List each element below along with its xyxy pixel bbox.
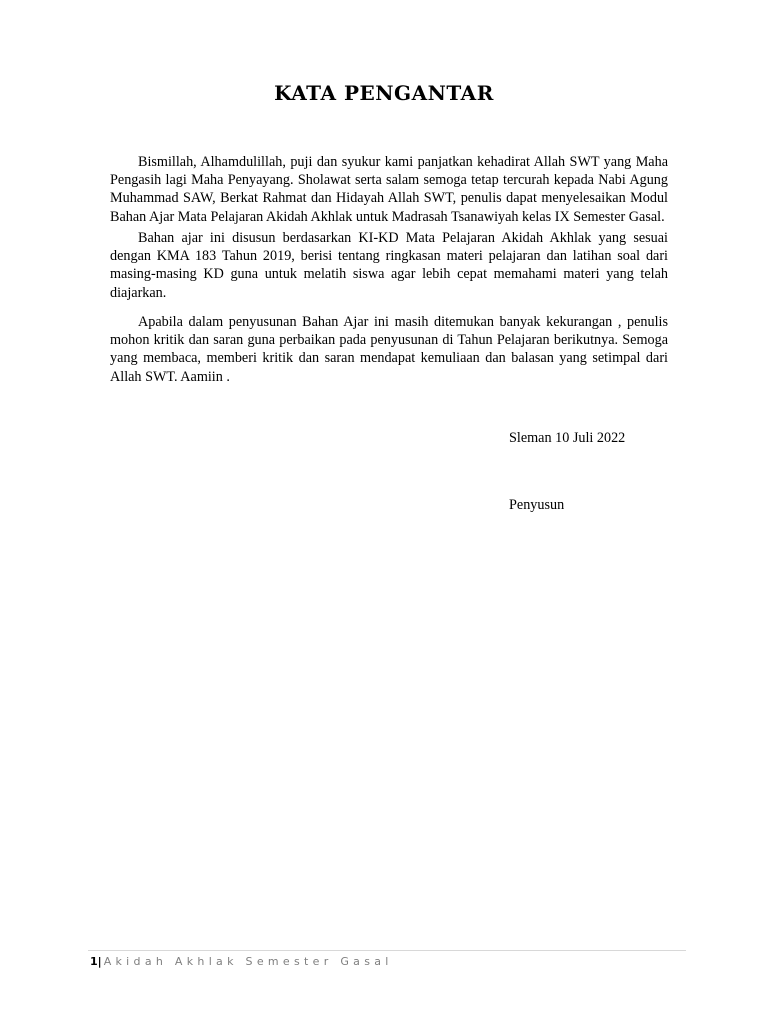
signature-place-date: Sleman 10 Juli 2022 bbox=[509, 430, 626, 446]
signature-author: Penyusun bbox=[509, 497, 565, 513]
footer-divider bbox=[88, 950, 686, 951]
paragraph-closing: Apabila dalam penyusunan Bahan Ajar ini masih ditemukan banyak kekurangan , penulis mohon kritik dan saran guna perbaikan pada penyusunan di Tahun Pelajaran berikutnya. Semoga yang membaca, memberi kritik dan saran mendapat kemuliaan dan balasan yang setimpal dari Allah SWT. Aamiin . bbox=[110, 314, 668, 385]
page-footer bbox=[90, 954, 393, 970]
page-title: KATA PENGANTAR bbox=[274, 81, 494, 105]
page-number: 1 bbox=[90, 955, 98, 968]
footer-label: Akidah Akhlak Semester Gasal bbox=[103, 955, 393, 968]
paragraph-basis: Bahan ajar ini disusun berdasarkan KI-KD Mata Pelajaran Akidah Akhlak yang sesuai dengan KMA 183 Tahun 2019, berisi tentang ringkasan materi pelajaran dan latihan soal dari masing-masing KD guna untuk melatih siswa agar lebih cepat memahami materi yang telah diajarkan. bbox=[110, 230, 668, 301]
footer-separator: | bbox=[97, 955, 102, 968]
paragraph-opening: Bismillah, Alhamdulillah, puji dan syukur kami panjatkan kehadirat Allah SWT yang Maha Pengasih lagi Maha Penyayang. Sholawat serta salam semoga tetap tercurah kepada Nabi Agung Muhammad SAW, Berkat Rahmat dan Hidayah Allah SWT, penulis dapat menyelesaikan Modul Bahan Ajar Mata Pelajaran Akidah Akhlak untuk Madrasah Tsanawiyah kelas IX Semester Gasal. bbox=[110, 154, 668, 225]
